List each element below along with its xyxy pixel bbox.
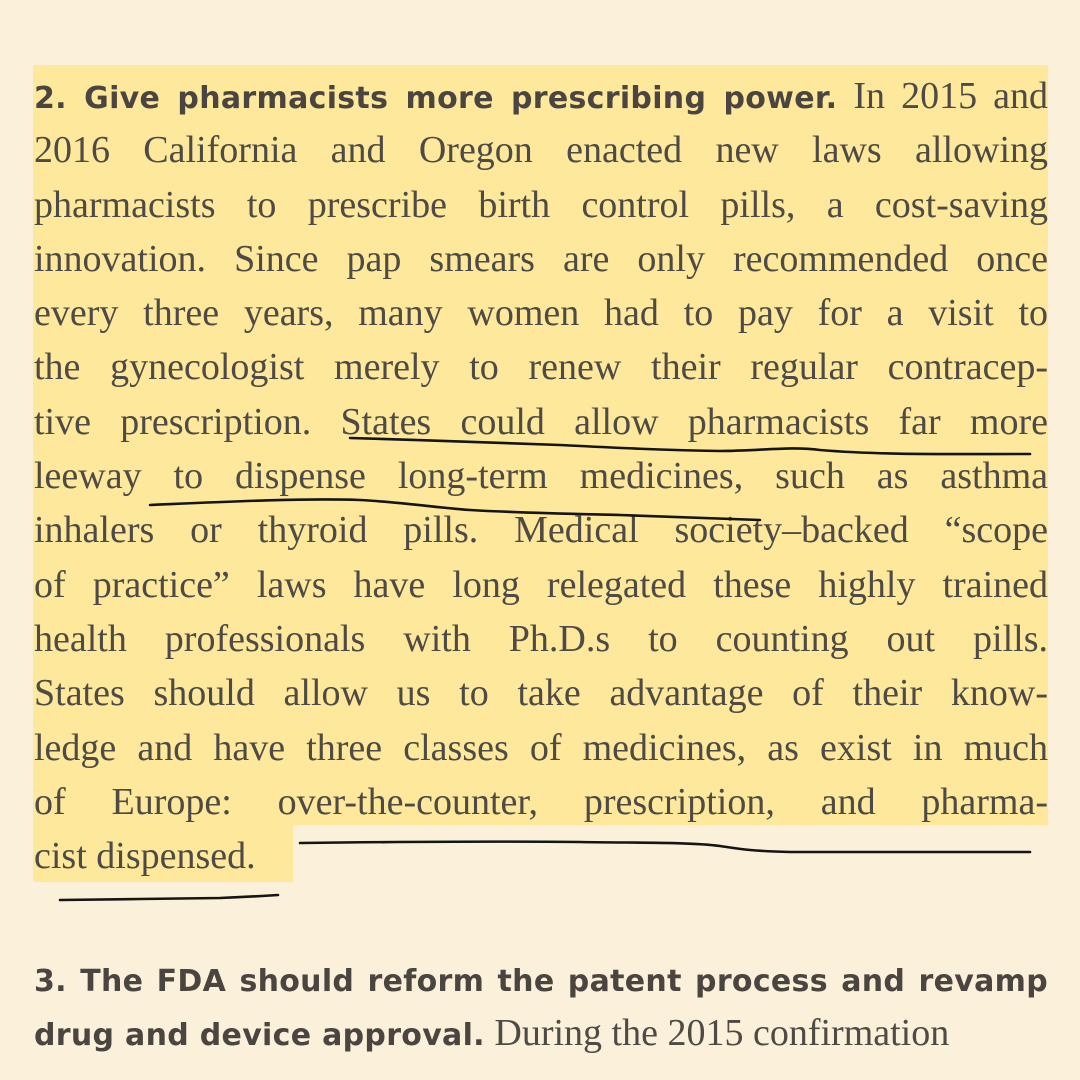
text-line: ledge and have three classes of medicines, as exist in much bbox=[34, 726, 1048, 769]
text-line: innovation. Since pap smears are only recommended once bbox=[34, 237, 1048, 280]
text-line: 2016 California and Oregon enacted new laws allowing bbox=[34, 129, 1048, 172]
text-line bbox=[34, 69, 1048, 123]
underline-stroke bbox=[60, 895, 278, 900]
section-heading-3-cont: drug and device approval. bbox=[34, 1018, 485, 1054]
paragraph-3 bbox=[34, 952, 1048, 1061]
text-line: of practice” laws have long relegated these highly trained bbox=[34, 563, 1048, 606]
text-line: the gynecologist merely to renew their regular contracep- bbox=[34, 346, 1048, 389]
text-line-rest: In 2015 and bbox=[837, 75, 1048, 117]
text-line: of Europe: over-the-counter, prescription, and pharma- bbox=[34, 780, 1048, 823]
text-line: leeway to dispense long-term medicines, such as asthma bbox=[34, 455, 1048, 498]
text-line: cist dispensed. bbox=[34, 835, 256, 878]
text-line: every three years, many women had to pay for a visit to bbox=[34, 292, 1048, 335]
text-line: tive prescription. States could allow pharmacists far more bbox=[34, 400, 1048, 443]
text-line-rest: During the 2015 confirmation bbox=[484, 1012, 950, 1055]
section-heading-3: 3. The FDA should reform the patent process and revamp bbox=[34, 964, 1048, 999]
text-line bbox=[34, 952, 1048, 1006]
text-line: States should allow us to take advantage of their know- bbox=[34, 672, 1048, 715]
text-line: health professionals with Ph.D.s to counting out pills. bbox=[34, 617, 1048, 660]
section-heading-2: 2. Give pharmacists more prescribing power. bbox=[34, 81, 838, 116]
text-line: pharmacists to prescribe birth control pills, a cost-saving bbox=[34, 183, 1048, 226]
text-line bbox=[34, 1006, 1048, 1060]
paragraph-2 bbox=[34, 69, 1048, 883]
text-line: inhalers or thyroid pills. Medical society–backed “scope bbox=[34, 509, 1048, 552]
